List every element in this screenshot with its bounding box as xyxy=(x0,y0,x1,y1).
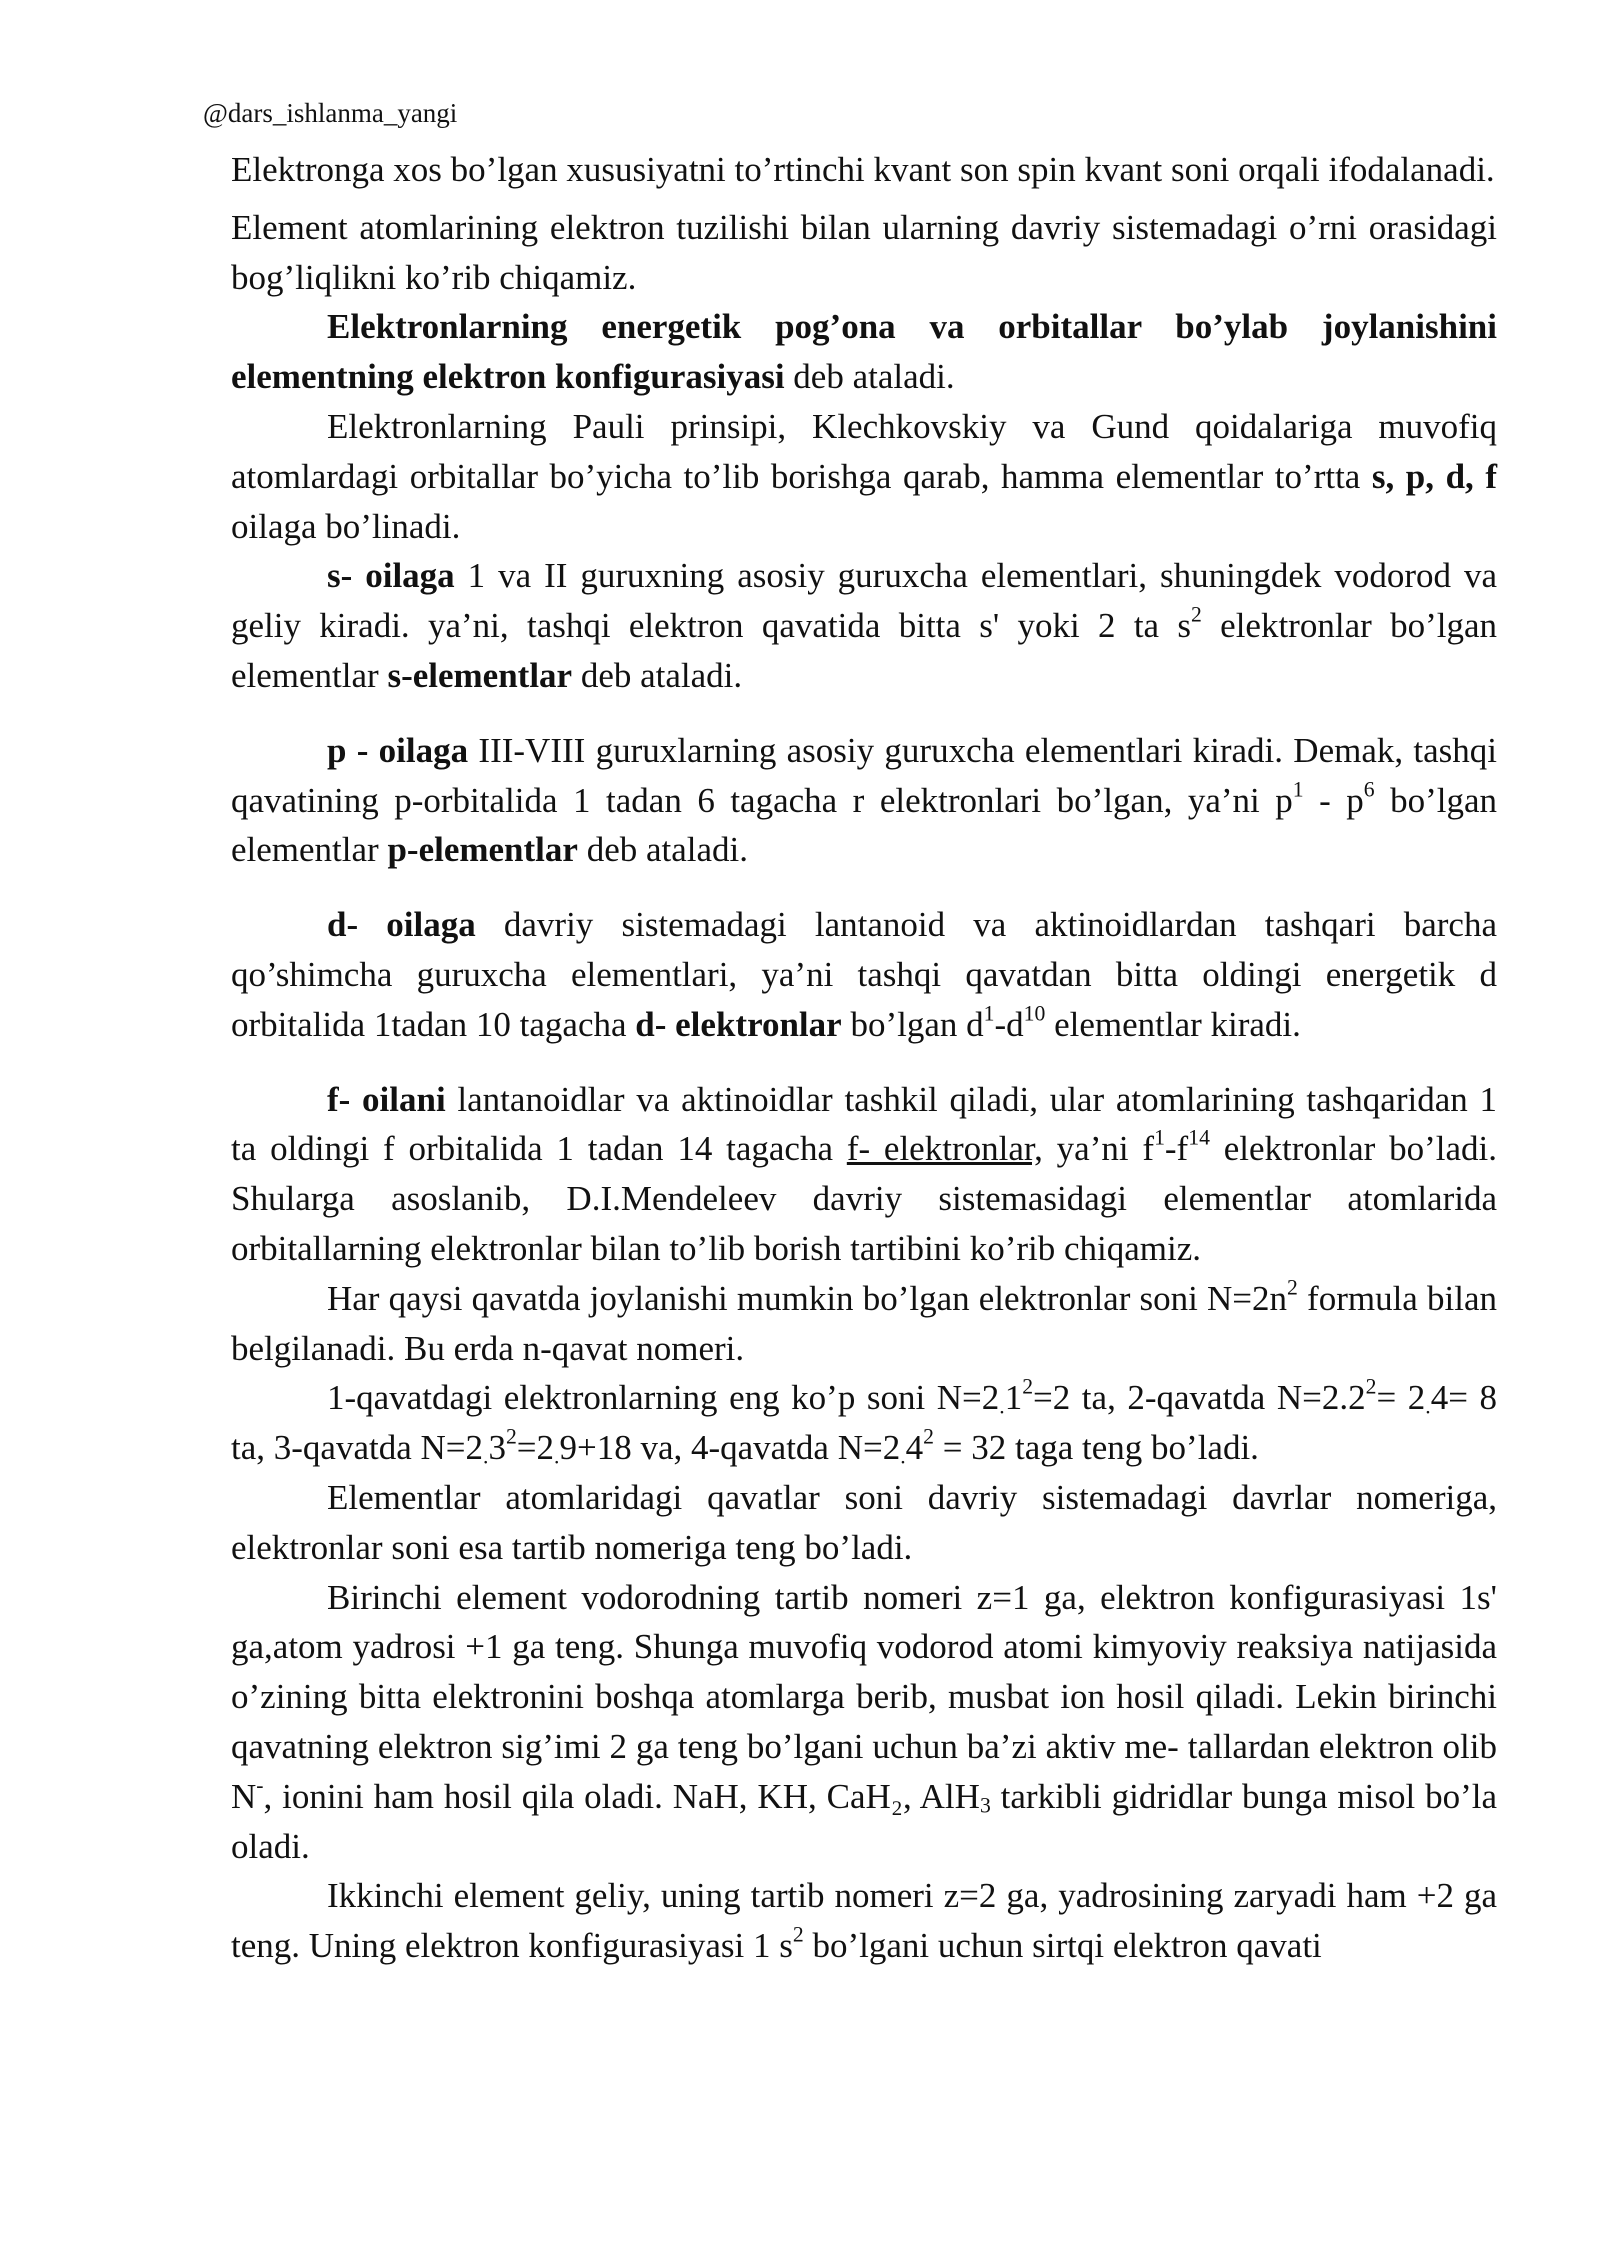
text-span: = 2 xyxy=(1376,1378,1426,1418)
bold-span: s, p, d, f xyxy=(1371,456,1497,496)
text-span: - p xyxy=(1303,780,1364,820)
superscript: 6 xyxy=(1363,776,1375,801)
bold-span: p - oilaga xyxy=(327,730,469,770)
text-span: elektronlar bo’lgan elementlar xyxy=(231,606,1497,695)
paragraph-p-family xyxy=(231,726,1497,875)
paragraph-f-family xyxy=(231,1075,1497,1274)
superscript: 2 xyxy=(1365,1374,1377,1399)
definition-tail: deb ataladi. xyxy=(784,357,955,397)
text-span: Birinchi element vodorodning tartib nomeri z=1 ga, elektron konfigurasiyasi 1s' ga,atom yadrosi +1 ga teng. Shunga muvofiq vodorod atomi kimyoviy reaksiya natijasida o’zining bitta elektronini boshqa atomlarga berib, musbat ion hosil qiladi. Lekin birinchi qavatning elektron sig’imi 2 ga teng bo’lgani uchun ba’zi aktiv me- tallardan elektron olib N xyxy=(231,1577,1497,1816)
text-span: bo’lgan elementlar xyxy=(231,780,1498,870)
subscript: . xyxy=(900,1444,906,1469)
paragraph-hydrogen xyxy=(231,1573,1497,1872)
paragraph-periods: Elementlar atomlaridagi qavatlar soni davriy sistemadagi davrlar nomeriga, elektronlar soni esa tartib nomeriga teng bo’ladi. xyxy=(231,1477,1497,1567)
paragraph-d-family xyxy=(231,900,1497,1049)
superscript: 2 xyxy=(792,1922,804,1947)
bold-span: f- oilani xyxy=(327,1079,446,1119)
text-span: 1 va II guruxning asosiy guruxcha elementlari, shuningdek vodorod va geliy kiradi. ya’ni, tashqi elektron qavatida bitta s' yoki 2 ta s xyxy=(231,556,1497,646)
text-span: =2 xyxy=(516,1428,555,1468)
superscript: 2 xyxy=(923,1424,934,1449)
paragraph-s-family xyxy=(231,551,1497,700)
text-span: tarkibli gidridlar bunga misol bo’la oladi. xyxy=(231,1776,1497,1866)
text-span: III-VIII guruxlarning asosiy guruxcha elementlari kiradi. Demak, tashqi qavatining p-orbitalida 1 tadan 6 tagacha r elektronlari bo’lgan, ya’ni p xyxy=(231,730,1497,820)
superscript: 14 xyxy=(1188,1125,1210,1150)
document-body xyxy=(231,145,1497,1971)
text-span: Elektronlarning Pauli prinsipi, Klechkovskiy va Gund qoidalariga muvofiq atomlardagi orbitallar bo’yicha to’lib borishga qarab, hamma elementlar to’rtta xyxy=(231,406,1497,496)
text-span: =2 ta, 2-qavatda N=2.2 xyxy=(1033,1378,1366,1418)
text-span: oilaga bo’linadi. xyxy=(231,506,461,546)
text-span: ya’ni f xyxy=(1042,1129,1155,1169)
paragraph-layer-counts xyxy=(231,1373,1497,1473)
text-span: bo’lgani uchun sirtqi elektron qavati xyxy=(803,1926,1322,1966)
superscript: 2 xyxy=(1022,1374,1034,1399)
text-span: 3 xyxy=(488,1428,506,1468)
bold-span: s-elementlar xyxy=(387,655,573,695)
text-span: -f xyxy=(1164,1129,1189,1169)
paragraph-helium xyxy=(231,1871,1497,1971)
bold-span: s- oilaga xyxy=(327,556,455,596)
paragraph-formula xyxy=(231,1274,1497,1374)
text-span: elektronlar bo’ladi. Shularga asoslanib, D.I.Mendeleev davriy sistemasidagi elementlar atomlarida orbitallarning elektronlar bilan to’lib borish tartibini ko’rib chiqamiz. xyxy=(231,1129,1497,1268)
superscript: 2 xyxy=(1191,602,1202,627)
bold-span: d- oilaga xyxy=(327,905,476,945)
subscript: . xyxy=(1425,1394,1431,1419)
paragraph-definition xyxy=(231,302,1497,402)
text-span: elementlar kiradi. xyxy=(1045,1004,1301,1044)
underlined-span: f- elektronlar, xyxy=(846,1129,1043,1169)
text-span: formula bilan belgilanadi. Bu erda n-qavat nomeri. xyxy=(231,1278,1497,1368)
text-span: deb ataladi. xyxy=(577,830,748,870)
text-span: 1 xyxy=(1004,1378,1023,1418)
superscript: 10 xyxy=(1023,1001,1046,1026)
paragraph-families xyxy=(231,402,1497,551)
superscript: 2 xyxy=(1287,1275,1298,1300)
watermark-handle: @dars_ishlanma_yangi xyxy=(203,98,458,128)
text-span: 4 xyxy=(905,1428,924,1468)
superscript: 1 xyxy=(1292,776,1304,801)
text-span: bo’lgan d xyxy=(841,1004,984,1044)
superscript: 1 xyxy=(983,1001,995,1026)
text-span: 4= 8 ta, 3-qavatda N=2 xyxy=(231,1378,1497,1468)
superscript: - xyxy=(256,1773,264,1798)
paragraph-intro: Element atomlarining elektron tuzilishi bilan ularning davriy sistemadagi o’rni orasidagi bog’liqlikni ko’rib chiqamiz. xyxy=(231,207,1497,297)
text-span: 1-qavatdagi elektronlarning eng ko’p soni N=2 xyxy=(327,1378,1000,1418)
superscript: 1 xyxy=(1154,1125,1165,1150)
text-span: 9+18 va, 4-qavatda N=2 xyxy=(559,1428,901,1468)
text-span: = 32 taga teng bo’ladi. xyxy=(934,1428,1259,1468)
bold-span: d- elektronlar xyxy=(635,1004,842,1044)
text-span: -d xyxy=(994,1004,1024,1044)
definition-bold: Elektronlarning energetik pog’ona va orbitallar bo’ylab joylanishini elementning elektron konfigurasiyasi xyxy=(231,307,1497,397)
subscript: . xyxy=(554,1444,560,1469)
bold-span: p-elementlar xyxy=(387,830,578,870)
paragraph-spin: Elektronga xos bo’lgan xususiyatni to’rtinchi kvant son spin kvant soni orqali ifodalanadi. xyxy=(231,150,1495,189)
text-span: Ikkinchi element geliy, uning tartib nomeri z=2 ga, yadrosining zaryadi ham +2 ga teng. Uning elektron konfigurasiyasi 1 s xyxy=(231,1876,1497,1966)
text-span: davriy sistemadagi lantanoid va aktinoidlardan tashqari barcha qo’shimcha guruxcha elementlari, ya’ni tashqi qavatdan bitta oldingi energetik d orbitalida 1tadan 10 tagacha xyxy=(231,905,1497,1044)
text-span: Har qaysi qavatda joylanishi mumkin bo’lgan elektronlar soni N=2n xyxy=(327,1278,1288,1318)
subscript: . xyxy=(999,1394,1005,1419)
text-span: lantanoidlar va aktinoidlar tashkil qiladi, ular atomlarining tashqaridan 1 ta oldingi f orbitalida 1 tadan 14 tagacha xyxy=(231,1079,1497,1169)
subscript: . xyxy=(483,1444,489,1469)
subscript: 3 xyxy=(979,1793,991,1818)
superscript: 2 xyxy=(505,1424,517,1449)
text-span: , ionini ham hosil qila oladi. NaH, KH, CaH₂, AlH xyxy=(263,1776,980,1816)
text-span: deb ataladi. xyxy=(572,655,743,695)
